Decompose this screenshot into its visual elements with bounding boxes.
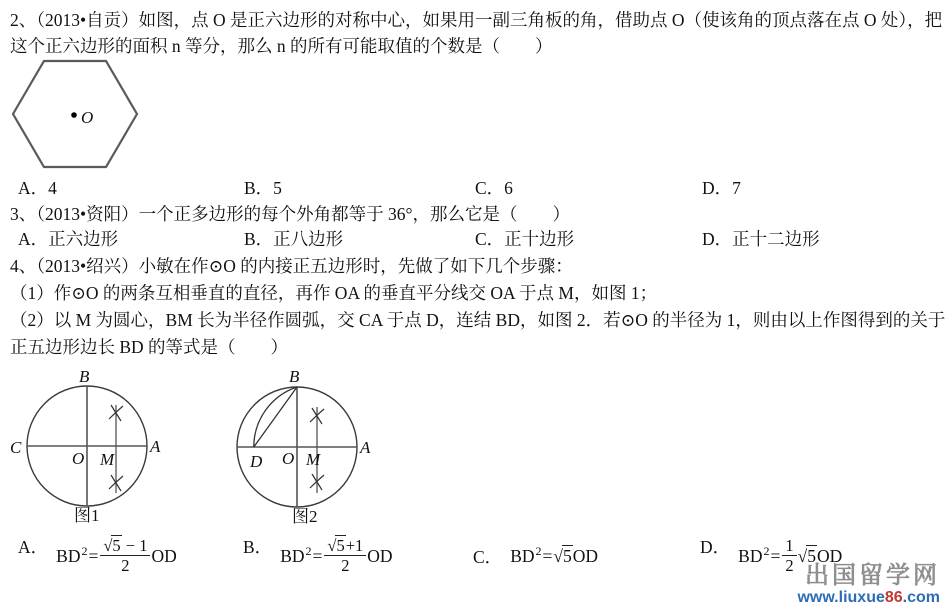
watermark-site-name: 出国留学网 <box>805 562 940 589</box>
fig1-label-m: M <box>100 450 115 469</box>
q2-options-row <box>0 178 946 200</box>
figure-1 <box>8 360 173 528</box>
q4-option-a-lhs: $BD^2$ <box>56 544 88 566</box>
q4-option-d-radical: √5 <box>797 545 816 566</box>
fraction-denominator: 2 <box>121 556 130 576</box>
q4-step2-line2: 正五边形边长 BD 的等式是（ ） <box>10 337 289 357</box>
q2-text-line1: 2、（2013•自贡）如图，点 O 是正六边形的对称中心，如果用一副三角板的角，借助点 O（使该角的顶点落在点 O 处），把 <box>10 10 943 30</box>
q3-option-c: C．正十边形 <box>475 229 575 249</box>
fig2-label-m: M <box>306 450 321 469</box>
equals-sign: = <box>770 545 781 566</box>
fig1-label-a: A <box>150 437 161 456</box>
q4-option-c <box>473 530 598 582</box>
fig1-caption: 图1 <box>74 506 100 525</box>
fig2-label-a: A <box>360 438 371 457</box>
q4-option-b-tail: OD <box>367 545 393 566</box>
q2-option-b: B．5 <box>244 178 282 198</box>
q3-text: 3、（2013•资阳）一个正多边形的每个外角都等于 36°，那么它是（ ） <box>10 204 570 224</box>
q4-option-a-tail: OD <box>151 545 177 566</box>
q4-option-c-lhs: $BD^2$ <box>510 544 542 566</box>
fraction-numerator: √5+1 <box>324 537 366 556</box>
q3-option-a: A．正六边形 <box>18 229 119 249</box>
q4-option-b-letter: B． <box>243 537 273 557</box>
fig1-label-b: B <box>79 367 90 386</box>
q2-text-line2: 这个正六边形的面积 n 等分，那么 n 的所有可能取值的个数是（ ） <box>10 36 553 56</box>
q4-step2-line1: （2）以 M 为圆心，BM 长为半径作圆弧，交 CA 于点 D，连结 BD，如图 2．若⊙O 的半径为 1，则由以上作图得到的关于 <box>10 310 946 330</box>
q4-option-b-lhs: $BD^2$ <box>280 544 312 566</box>
equals-sign: = <box>88 545 99 566</box>
q4-option-d-letter: D． <box>700 537 731 557</box>
hexagon-center-dot <box>71 112 77 118</box>
equals-sign: = <box>542 545 553 566</box>
q4-option-c-radical: √5 <box>553 545 572 566</box>
hexagon-figure <box>8 56 160 182</box>
q4-option-a <box>18 530 177 582</box>
q4-option-d-lhs: $BD^2$ <box>738 544 770 566</box>
fraction-denominator: 2 <box>341 556 350 576</box>
q4-option-c-tail: OD <box>572 545 599 566</box>
fig1-label-c: C <box>10 438 22 457</box>
figure-2 <box>222 360 387 528</box>
q2-option-a: A．4 <box>18 178 57 198</box>
fig2-label-b: B <box>289 367 300 386</box>
fig1-label-o: O <box>72 449 85 468</box>
equals-sign: = <box>312 545 323 566</box>
q3-options-row <box>0 229 946 251</box>
q4-intro: 4、（2013•绍兴）小敏在作⊙O 的内接正五边形时，先做了如下几个步骤： <box>10 256 573 276</box>
q2-option-c: C．6 <box>475 178 513 198</box>
q4-option-b <box>243 530 393 582</box>
q4-option-b-fraction <box>324 537 366 575</box>
fig2-caption: 图2 <box>292 507 318 526</box>
q4-option-c-letter: C． <box>473 546 503 567</box>
q4-option-a-fraction <box>100 537 150 575</box>
fig2-chord-bd <box>254 387 297 447</box>
q4-option-a-letter: A． <box>18 537 49 557</box>
q4-option-d-tail: OD <box>816 545 843 566</box>
fig2-label-o: O <box>282 449 295 468</box>
fig2-label-d: D <box>250 452 263 471</box>
fraction-numerator: √5 − 1 <box>100 537 150 556</box>
q4-step1: （1）作⊙O 的两条互相垂直的直径，再作 OA 的垂直平分线交 OA 于点 M，如图 1； <box>10 283 658 303</box>
q3-option-b: B．正八边形 <box>244 229 344 249</box>
fraction-numerator: 1 <box>782 537 796 556</box>
watermark <box>797 563 940 607</box>
q3-option-d: D．正十二边形 <box>702 229 820 249</box>
q2-option-d: D．7 <box>702 178 741 198</box>
watermark-url: www.liuxue86.com <box>797 589 940 606</box>
fraction-denominator: 2 <box>785 556 794 576</box>
hexagon-center-label: O <box>81 108 94 127</box>
q4-option-d-fraction <box>782 537 796 575</box>
